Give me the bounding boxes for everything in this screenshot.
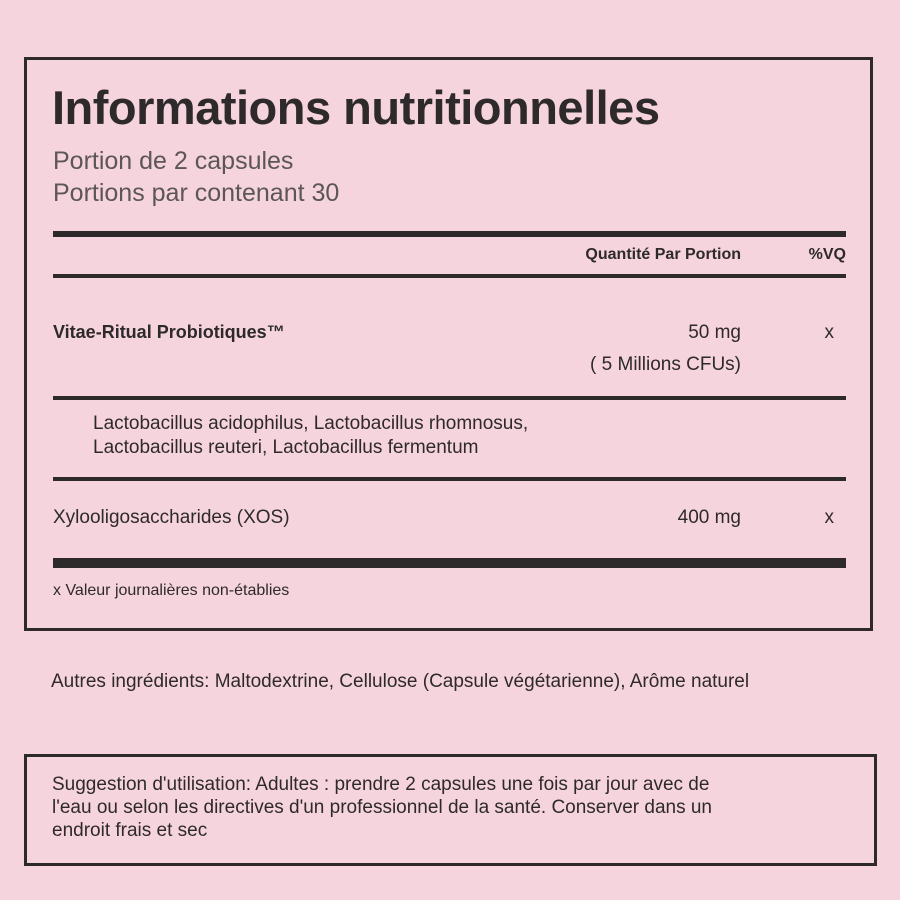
nutrient-name-xos: Xylooligosaccharides (XOS) <box>53 507 290 528</box>
other-ingredients: Autres ingrédients: Maltodextrine, Cellulose (Capsule végétarienne), Arôme naturel <box>51 671 750 692</box>
usage-box <box>24 754 877 866</box>
divider-row <box>53 477 846 481</box>
header-quantity: Quantité Par Portion <box>585 246 741 263</box>
nutrient-dv-probiotics: x <box>824 322 834 343</box>
divider-row <box>53 396 846 400</box>
servings-per-container: Portions par contenant 30 <box>53 179 340 207</box>
strains-line: Lactobacillus reuteri, Lactobacillus fermentum <box>93 437 479 458</box>
header-daily-value: %VQ <box>808 246 846 263</box>
footnote: x Valeur journalières non-établies <box>53 582 290 599</box>
panel-title: Informations nutritionnelles <box>52 81 660 134</box>
serving-size: Portion de 2 capsules <box>53 147 294 175</box>
divider-header <box>53 274 846 278</box>
nutrient-amount-probiotics: 50 mg <box>688 322 741 343</box>
nutrient-dv-xos: x <box>824 507 834 528</box>
usage-instructions: Suggestion d'utilisation: Adultes : prendre 2 capsules une fois par jour avec de l'eau ou selon les directives d'un professionnel de la santé. Conserver dans un endroit frais et sec <box>52 774 712 841</box>
nutrition-facts-panel <box>24 57 873 631</box>
probiotic-strains-list <box>93 412 528 460</box>
nutrient-amount-detail-probiotics: ( 5 Millions CFUs) <box>590 354 741 375</box>
nutrient-amount-xos: 400 mg <box>677 507 741 528</box>
serving-info <box>53 145 339 209</box>
nutrient-name-probiotics: Vitae-Ritual Probiotiques™ <box>53 322 285 342</box>
strains-line: Lactobacillus acidophilus, Lactobacillus rhomnosus, <box>93 413 529 434</box>
divider-thick-top <box>53 231 846 237</box>
divider-thick-bottom <box>53 558 846 568</box>
